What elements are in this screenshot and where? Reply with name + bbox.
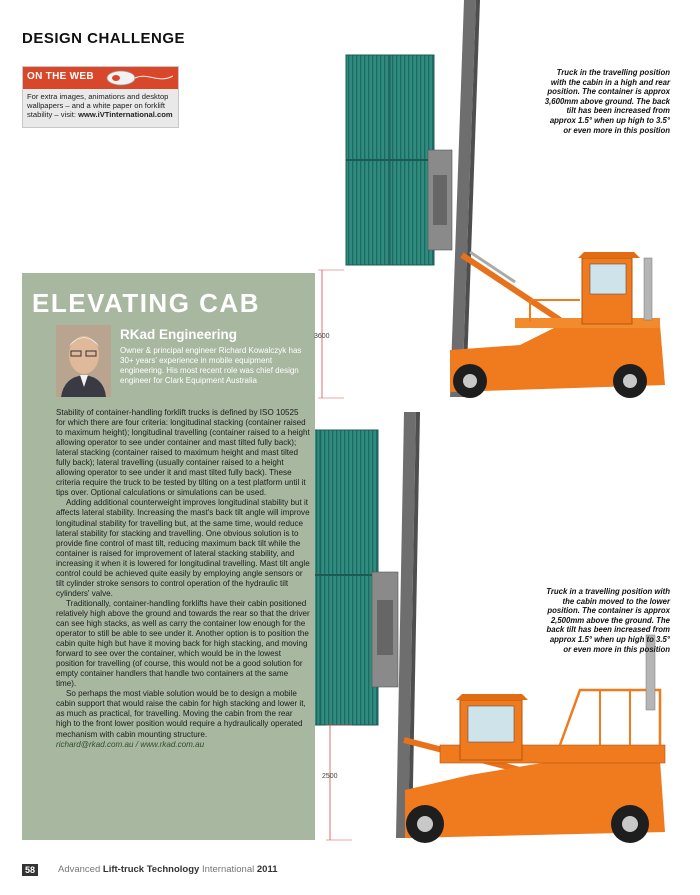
- publication-mid: International: [199, 864, 257, 875]
- section-title: DESIGN CHALLENGE: [22, 30, 186, 47]
- website-link[interactable]: www.iVTinternational.com: [78, 110, 173, 120]
- publication-year: 2011: [256, 864, 278, 875]
- article-paragraph: So perhaps the most viable solution would be to design a mobile cabin support that would raise the cabin for high stacking and lower it, as much as practical, for travelling. Moving the cabin from the rear high to the front lower position would require a hydraulically operated mechanism with cabin mounting structure.: [56, 689, 306, 739]
- article-paragraph: Traditionally, container-handling forklifts have their cabin positioned relatively high above the ground and towards the rear so that the driver can see high stacks, as well as carry the container low enough for the operator to still be able to see under it. Another option is to position the cabin quite high but have it moving back for high stacking, and moving forward to see over the container, which would be in the lowest position for travelling (of course, this would not be a good solution for empty container handlers that handle two containers at the same time).: [56, 598, 310, 689]
- mouse-icon: [103, 68, 173, 88]
- caption-bottom-truck: Truck in a travelling position with the cabin moved to the lower position. The container is approx 2,500mm above the ground. The back tilt has been increased from approx 1.5° when up high to 3.5° or even more in this position: [546, 587, 670, 654]
- top-forklift-drawing: [318, 0, 665, 398]
- on-the-web-label: ON THE WEB: [27, 71, 94, 82]
- publication-prefix: Advanced: [58, 864, 103, 875]
- page-number: 58: [22, 864, 38, 876]
- dimension-label-bottom: 2500: [322, 773, 338, 780]
- on-the-web-box: [22, 66, 179, 128]
- on-the-web-description: For extra images, animations and desktop wallpapers – and a white paper on forklift stability – visit:: [27, 92, 169, 120]
- author-name: RKad Engineering: [120, 327, 238, 342]
- article-body: [56, 408, 310, 750]
- article-title: ELEVATING CAB: [32, 288, 260, 318]
- article-paragraph: Adding additional counterweight improves longitudinal stability but it affects lateral stability. Increasing the mast's back tilt angle will improve longitudinal stability for travelling but, at the same time, would reduce lateral stability for stacking and travelling. One obvious solution is to provide fine control of mast tilt, reducing maximum back tilt while the container is raised for improvement of lateral stacking stability, and increasing it when it is lowered for longitudinal travelling. Mast tilt angle control could be achieved quite easily by employing angle sensors or tilt cylinder stroke sensors to control operation of the hydraulic tilt cylinders' valve.: [56, 498, 310, 598]
- author-contact[interactable]: richard@rkad.com.au / www.rkad.com.au: [56, 739, 205, 749]
- caption-top-truck: Truck in the travelling position with the cabin in a high and rear position. The container is approx 3,600mm above ground. The back tilt has been increased from approx 1.5° when up high to 3.5° or even more in this position: [544, 68, 670, 135]
- on-the-web-text: [27, 92, 177, 120]
- dimension-label-top: 3600: [314, 333, 330, 340]
- publication-name: [58, 864, 278, 875]
- article-paragraph: Stability of container-handling forklift trucks is defined by ISO 10525 for which there are four criteria: longitudinal stacking (container raised to maximum height); longitudinal travelling (container raised to a height allowing operator to see under container and mast tilted fully back); lateral stacking (container raised to maximum height and mast tilted fully back); lateral travelling (usually container raised to a height allowing operator to see under it and mast tilted fully back). These criteria require the truck to be tested by tilting on a test platform until it tips over. Optional calculations or simulations can be used.: [56, 408, 310, 498]
- author-bio: Owner & principal engineer Richard Kowalczyk has 30+ years' experience in mobile equipment engineering. His most recent role was chief design engineer for Clark Equipment Australia: [120, 346, 302, 385]
- author-photo: [56, 325, 111, 397]
- publication-bold: Lift-truck Technology: [102, 864, 200, 875]
